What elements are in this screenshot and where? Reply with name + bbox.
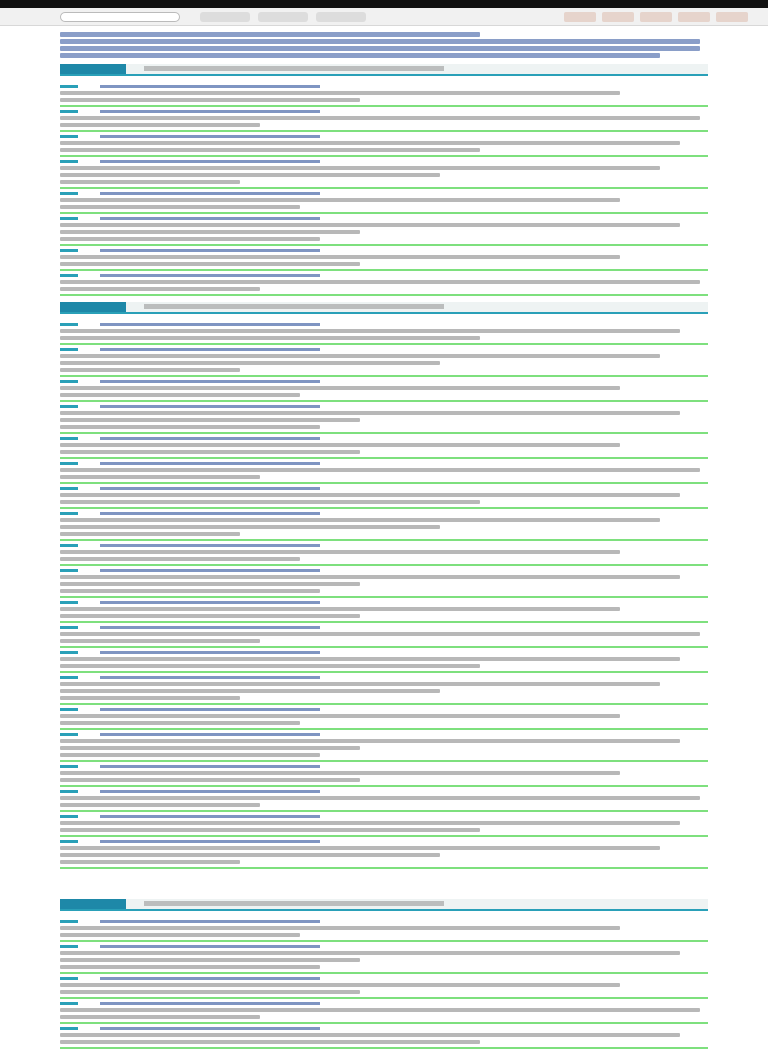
section-tab[interactable]	[60, 302, 126, 312]
list-item-text	[60, 525, 440, 529]
list-item-title[interactable]	[100, 110, 320, 113]
list-item-text	[60, 141, 680, 145]
list-item-text	[60, 951, 680, 955]
list-item-text	[60, 180, 240, 184]
list-item-text	[60, 329, 680, 333]
list-item[interactable]	[60, 214, 708, 246]
list-item-marker	[60, 1027, 78, 1030]
list-item-title[interactable]	[100, 708, 320, 711]
list-item-marker	[60, 651, 78, 654]
list-item-text	[60, 983, 620, 987]
list-item-text	[60, 689, 440, 693]
nav-link[interactable]	[258, 12, 308, 22]
list-item-text	[60, 1040, 480, 1044]
list-item-text	[60, 1033, 680, 1037]
list-item[interactable]	[60, 509, 708, 541]
list-item-text	[60, 714, 620, 718]
list-item-marker	[60, 192, 78, 195]
list-item-title[interactable]	[100, 405, 320, 408]
list-item-text	[60, 821, 680, 825]
list-item-text	[60, 589, 320, 593]
section-heading	[144, 901, 444, 906]
list-item-text	[60, 262, 360, 266]
page-title	[60, 32, 480, 37]
list-item-text	[60, 116, 700, 120]
list-item-marker	[60, 274, 78, 277]
list-item[interactable]	[60, 271, 708, 296]
list-item-text	[60, 632, 700, 636]
list-item-title[interactable]	[100, 1027, 320, 1030]
list-item-text	[60, 493, 680, 497]
list-item-text	[60, 550, 620, 554]
list-item-text	[60, 198, 620, 202]
nav-links	[200, 12, 366, 22]
list-item-text	[60, 287, 260, 291]
list-item[interactable]	[60, 787, 708, 812]
list-item-text	[60, 746, 360, 750]
list-item-text	[60, 425, 320, 429]
list-item-marker	[60, 348, 78, 351]
list-item-text	[60, 386, 620, 390]
list-item-text	[60, 411, 680, 415]
page-header	[60, 32, 708, 58]
list-item-text	[60, 933, 300, 937]
list-item[interactable]	[60, 320, 708, 345]
list-item-text	[60, 771, 620, 775]
list-item-text	[60, 607, 620, 611]
list-item-title[interactable]	[100, 676, 320, 679]
list-item-text	[60, 639, 260, 643]
list-item-marker	[60, 708, 78, 711]
list-item-title[interactable]	[100, 192, 320, 195]
nav-right-links	[564, 12, 748, 22]
list-item-marker	[60, 135, 78, 138]
list-item-marker	[60, 85, 78, 88]
list-item-title[interactable]	[100, 512, 320, 515]
list-item-text	[60, 354, 660, 358]
list-item[interactable]	[60, 942, 708, 974]
nav-right-link[interactable]	[678, 12, 710, 22]
list-item-text	[60, 582, 360, 586]
list-item-text	[60, 657, 680, 661]
list-item-text	[60, 91, 620, 95]
list-item[interactable]	[60, 730, 708, 762]
list-item-marker	[60, 217, 78, 220]
list-item-text	[60, 223, 680, 227]
list-item-marker	[60, 380, 78, 383]
list-item[interactable]	[60, 541, 708, 566]
list-item-text	[60, 450, 360, 454]
list-item-title[interactable]	[100, 160, 320, 163]
list-item-marker	[60, 437, 78, 440]
list-item-text	[60, 926, 620, 930]
list-item-title[interactable]	[100, 249, 320, 252]
list-item[interactable]	[60, 132, 708, 157]
list-item-text	[60, 361, 440, 365]
list-item-text	[60, 166, 660, 170]
list-item[interactable]	[60, 189, 708, 214]
list-item-title[interactable]	[100, 462, 320, 465]
list-item[interactable]	[60, 484, 708, 509]
list-item-text	[60, 475, 260, 479]
list-item-title[interactable]	[100, 217, 320, 220]
list-item-title[interactable]	[100, 733, 320, 736]
nav-link[interactable]	[316, 12, 366, 22]
list-item-text	[60, 518, 660, 522]
list-item-text	[60, 739, 680, 743]
list-item[interactable]	[60, 1024, 708, 1049]
list-item-text	[60, 860, 240, 864]
list-item-text	[60, 1008, 700, 1012]
list-item-text	[60, 958, 360, 962]
list-item-title[interactable]	[100, 1002, 320, 1005]
list-item[interactable]	[60, 157, 708, 189]
list-item-marker	[60, 512, 78, 515]
list-item-title[interactable]	[100, 977, 320, 980]
list-item-title[interactable]	[100, 348, 320, 351]
list-item[interactable]	[60, 377, 708, 402]
list-item-text	[60, 1015, 260, 1019]
list-item[interactable]	[60, 82, 708, 107]
list-item[interactable]	[60, 673, 708, 705]
list-item-text	[60, 753, 320, 757]
list-item-marker	[60, 249, 78, 252]
top-bar	[0, 0, 768, 8]
list-item-marker	[60, 544, 78, 547]
list-item-title[interactable]	[100, 544, 320, 547]
list-item-text	[60, 853, 440, 857]
list-item-title[interactable]	[100, 765, 320, 768]
list-item[interactable]	[60, 566, 708, 598]
list-item-marker	[60, 945, 78, 948]
nav-right-link[interactable]	[640, 12, 672, 22]
list-item-text	[60, 368, 240, 372]
list-item-text	[60, 468, 700, 472]
list-item-marker	[60, 601, 78, 604]
intro-line	[60, 39, 700, 44]
list-item-title[interactable]	[100, 945, 320, 948]
section-heading	[144, 66, 444, 71]
section-tab[interactable]	[60, 899, 126, 909]
list-item-text	[60, 280, 700, 284]
list-item-text	[60, 237, 320, 241]
list-item-title[interactable]	[100, 651, 320, 654]
list-item[interactable]	[60, 648, 708, 673]
list-item[interactable]	[60, 434, 708, 459]
list-item-marker	[60, 1002, 78, 1005]
list-item-title[interactable]	[100, 840, 320, 843]
list-item-text	[60, 965, 320, 969]
list-item[interactable]	[60, 837, 708, 869]
list-item[interactable]	[60, 459, 708, 484]
list-item-title[interactable]	[100, 85, 320, 88]
list-item-text	[60, 721, 300, 725]
list-item-marker	[60, 790, 78, 793]
list-item-text	[60, 393, 300, 397]
list-item-text	[60, 828, 480, 832]
list-item-title[interactable]	[100, 920, 320, 923]
section-header	[60, 302, 708, 314]
list-item-title[interactable]	[100, 487, 320, 490]
list-item-title[interactable]	[100, 626, 320, 629]
list-item[interactable]	[60, 345, 708, 377]
list-item-text	[60, 418, 360, 422]
list-item-marker	[60, 405, 78, 408]
list-item-marker	[60, 920, 78, 923]
list-item-marker	[60, 733, 78, 736]
list-item[interactable]	[60, 917, 708, 942]
section-header	[60, 899, 708, 911]
nav-right-link[interactable]	[564, 12, 596, 22]
list-item-marker	[60, 323, 78, 326]
list-item-title[interactable]	[100, 437, 320, 440]
list-item-text	[60, 796, 700, 800]
list-item-text	[60, 500, 480, 504]
list-item-text	[60, 532, 240, 536]
nav-right-link[interactable]	[602, 12, 634, 22]
list-item-title[interactable]	[100, 601, 320, 604]
list-item[interactable]	[60, 999, 708, 1024]
list-item-text	[60, 205, 300, 209]
list-item-title[interactable]	[100, 569, 320, 572]
list-item-marker	[60, 815, 78, 818]
list-item-text	[60, 557, 300, 561]
list-item-text	[60, 846, 660, 850]
list-item-text	[60, 682, 660, 686]
search-input[interactable]	[60, 12, 180, 22]
list-item-text	[60, 614, 360, 618]
nav-link[interactable]	[200, 12, 250, 22]
list-item[interactable]	[60, 812, 708, 837]
main-content	[60, 30, 708, 1049]
list-item-title[interactable]	[100, 815, 320, 818]
list-item[interactable]	[60, 623, 708, 648]
list-item-title[interactable]	[100, 274, 320, 277]
list-item-marker	[60, 160, 78, 163]
list-item-text	[60, 123, 260, 127]
list-item-title[interactable]	[100, 323, 320, 326]
list-item[interactable]	[60, 246, 708, 271]
list-item-text	[60, 173, 440, 177]
section-header	[60, 64, 708, 76]
entry-list	[60, 82, 708, 296]
intro-line	[60, 53, 660, 58]
list-item-marker	[60, 840, 78, 843]
list-item-marker	[60, 110, 78, 113]
list-item-text	[60, 803, 260, 807]
section-tab[interactable]	[60, 64, 126, 74]
list-item-text	[60, 443, 620, 447]
list-item-title[interactable]	[100, 790, 320, 793]
list-item-text	[60, 336, 480, 340]
list-item-marker	[60, 487, 78, 490]
list-item[interactable]	[60, 762, 708, 787]
list-item-marker	[60, 569, 78, 572]
list-item-marker	[60, 977, 78, 980]
nav-right-link[interactable]	[716, 12, 748, 22]
list-item[interactable]	[60, 974, 708, 999]
list-item-text	[60, 255, 620, 259]
list-item-text	[60, 230, 360, 234]
list-item[interactable]	[60, 402, 708, 434]
list-item-marker	[60, 462, 78, 465]
list-item-marker	[60, 626, 78, 629]
list-item-title[interactable]	[100, 380, 320, 383]
entry-list	[60, 320, 708, 869]
list-item-text	[60, 148, 480, 152]
nav-strip	[0, 8, 768, 26]
list-item[interactable]	[60, 107, 708, 132]
list-item-marker	[60, 765, 78, 768]
section-heading	[144, 304, 444, 309]
entry-list	[60, 917, 708, 1049]
list-item-text	[60, 778, 360, 782]
list-item[interactable]	[60, 705, 708, 730]
list-item-marker	[60, 676, 78, 679]
list-item-text	[60, 98, 360, 102]
list-item-title[interactable]	[100, 135, 320, 138]
intro-line	[60, 46, 700, 51]
list-item-text	[60, 696, 240, 700]
list-item-text	[60, 664, 480, 668]
list-item-text	[60, 990, 360, 994]
list-item[interactable]	[60, 598, 708, 623]
list-item-text	[60, 575, 680, 579]
